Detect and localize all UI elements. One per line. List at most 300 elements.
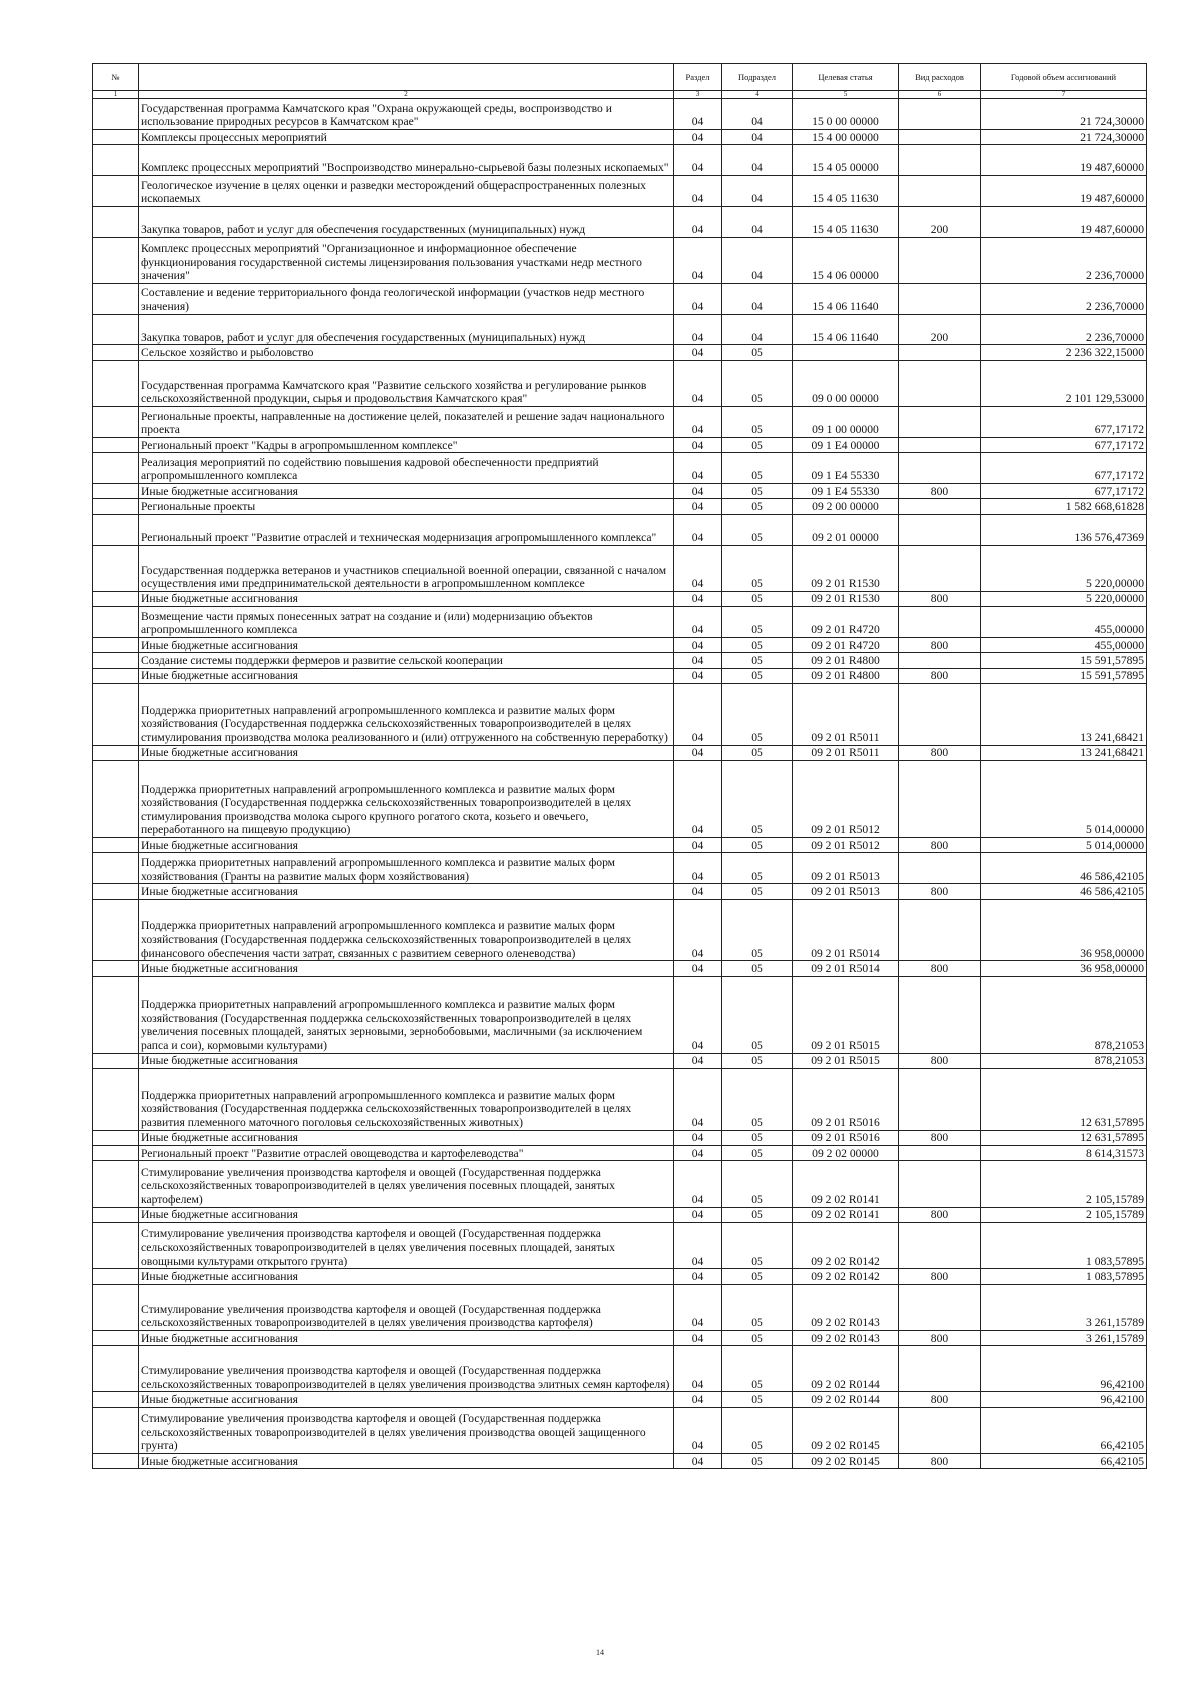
row-razdel: 04: [674, 206, 722, 237]
row-name: Иные бюджетные ассигнования: [139, 1330, 674, 1345]
row-amount: 19 487,60000: [981, 175, 1147, 206]
row-target: 09 2 01 R5015: [793, 1053, 899, 1068]
header-row: [93, 64, 1147, 91]
row-target: 09 2 01 R4800: [793, 653, 899, 668]
row-number-cell: [93, 961, 139, 976]
row-razdel: 04: [674, 961, 722, 976]
table-row: [93, 637, 1147, 652]
row-target: 09 2 02 R0143: [793, 1330, 899, 1345]
row-podrazdel: 05: [722, 899, 793, 961]
row-target: 09 2 01 R5013: [793, 853, 899, 884]
table-row: [93, 745, 1147, 760]
table-row: [93, 175, 1147, 206]
header-target: Целевая статья: [793, 64, 899, 91]
row-vid: [899, 607, 981, 638]
row-podrazdel: 04: [722, 237, 793, 283]
row-razdel: 04: [674, 853, 722, 884]
row-number-cell: [93, 1346, 139, 1392]
row-name: Иные бюджетные ассигнования: [139, 884, 674, 899]
row-name: Государственная программа Камчатского края "Охрана окружающей среды, воспроизводство и использование природных ресурсов в Камчатском крае": [139, 99, 674, 130]
table-row: [93, 314, 1147, 345]
row-target: 15 4 00 00000: [793, 129, 899, 144]
row-amount: 21 724,30000: [981, 129, 1147, 144]
row-vid: [899, 99, 981, 130]
row-vid: [899, 1346, 981, 1392]
row-vid: 800: [899, 668, 981, 683]
row-podrazdel: 05: [722, 1453, 793, 1468]
row-number-cell: [93, 437, 139, 452]
table-row: [93, 483, 1147, 498]
row-name: Поддержка приоритетных направлений агропромышленного комплекса и развитие малых форм хозяйствования (Гранты на развитие малых форм хозяйствования): [139, 853, 674, 884]
row-amount: 5 220,00000: [981, 545, 1147, 591]
row-podrazdel: 05: [722, 545, 793, 591]
row-target: 09 2 02 R0142: [793, 1222, 899, 1268]
row-vid: [899, 145, 981, 176]
row-vid: [899, 761, 981, 838]
table-row: [93, 899, 1147, 961]
row-vid: 800: [899, 1053, 981, 1068]
row-podrazdel: 05: [722, 1068, 793, 1130]
page-number: 14: [596, 1648, 604, 1657]
row-name: Иные бюджетные ассигнования: [139, 668, 674, 683]
row-number-cell: [93, 884, 139, 899]
row-target: 09 2 01 R1530: [793, 591, 899, 606]
row-podrazdel: 05: [722, 483, 793, 498]
row-razdel: 04: [674, 591, 722, 606]
header-amount: Годовой объем ассигнований: [981, 64, 1147, 91]
row-vid: [899, 499, 981, 514]
row-amount: 455,00000: [981, 637, 1147, 652]
row-target: 09 2 01 R5011: [793, 745, 899, 760]
row-razdel: 04: [674, 453, 722, 484]
row-razdel: 04: [674, 483, 722, 498]
row-target: 09 2 01 R4800: [793, 668, 899, 683]
header-number: №: [93, 64, 139, 91]
column-number: 7: [981, 91, 1147, 99]
row-name: Региональный проект "Развитие отраслей овощеводства и картофелеводства": [139, 1145, 674, 1160]
row-target: 09 2 00 00000: [793, 499, 899, 514]
table-row: [93, 237, 1147, 283]
row-podrazdel: 05: [722, 761, 793, 838]
row-podrazdel: 04: [722, 99, 793, 130]
row-name: Иные бюджетные ассигнования: [139, 1269, 674, 1284]
table-row: [93, 1284, 1147, 1330]
row-podrazdel: 05: [722, 514, 793, 545]
row-target: 09 2 02 R0145: [793, 1407, 899, 1453]
row-vid: 800: [899, 483, 981, 498]
row-target: 09 2 02 R0141: [793, 1161, 899, 1207]
row-name: Стимулирование увеличения производства картофеля и овощей (Государственная поддержка сельскохозяйственных товаропроизводителей в целях увеличения посевных площадей, занятых овощными культурами открытого грунта): [139, 1222, 674, 1268]
row-razdel: 04: [674, 838, 722, 853]
row-razdel: 04: [674, 499, 722, 514]
row-razdel: 04: [674, 684, 722, 746]
row-amount: 3 261,15789: [981, 1330, 1147, 1345]
table-row: [93, 1161, 1147, 1207]
row-amount: 12 631,57895: [981, 1068, 1147, 1130]
row-number-cell: [93, 206, 139, 237]
row-podrazdel: 05: [722, 853, 793, 884]
row-target: 09 2 01 R5016: [793, 1130, 899, 1145]
row-number-cell: [93, 899, 139, 961]
row-number-cell: [93, 145, 139, 176]
row-name: Иные бюджетные ассигнования: [139, 483, 674, 498]
row-razdel: 04: [674, 607, 722, 638]
table-row: [93, 1222, 1147, 1268]
row-target: 09 0 00 00000: [793, 360, 899, 406]
row-name: Комплекс процессных мероприятий "Воспроизводство минерально-сырьевой базы полезных ископаемых": [139, 145, 674, 176]
row-name: Региональные проекты, направленные на достижение целей, показателей и решение задач национального проекта: [139, 406, 674, 437]
row-podrazdel: 05: [722, 345, 793, 360]
row-number-cell: [93, 838, 139, 853]
row-number-cell: [93, 345, 139, 360]
row-number-cell: [93, 1407, 139, 1453]
row-target: 09 2 01 R5013: [793, 884, 899, 899]
row-name: Стимулирование увеличения производства картофеля и овощей (Государственная поддержка сельскохозяйственных товаропроизводителей в целях увеличения производства овощей защищенного грунта): [139, 1407, 674, 1453]
row-podrazdel: 04: [722, 283, 793, 314]
row-vid: [899, 237, 981, 283]
row-number-cell: [93, 607, 139, 638]
row-podrazdel: 05: [722, 637, 793, 652]
row-number-cell: [93, 406, 139, 437]
row-target: [793, 345, 899, 360]
row-target: 09 2 02 R0142: [793, 1269, 899, 1284]
header-podrazdel: Подраздел: [722, 64, 793, 91]
row-number-cell: [93, 99, 139, 130]
row-podrazdel: 05: [722, 884, 793, 899]
table-body: [93, 99, 1147, 1469]
row-vid: 800: [899, 838, 981, 853]
row-name: Региональные проекты: [139, 499, 674, 514]
row-target: 15 4 06 11640: [793, 314, 899, 345]
row-vid: 800: [899, 1330, 981, 1345]
row-amount: 1 083,57895: [981, 1269, 1147, 1284]
row-amount: 15 591,57895: [981, 668, 1147, 683]
row-vid: [899, 1222, 981, 1268]
row-razdel: 04: [674, 1053, 722, 1068]
row-number-cell: [93, 1392, 139, 1407]
row-amount: 96,42100: [981, 1346, 1147, 1392]
row-name: Закупка товаров, работ и услуг для обеспечения государственных (муниципальных) нужд: [139, 206, 674, 237]
row-amount: 677,17172: [981, 437, 1147, 452]
row-amount: 8 614,31573: [981, 1145, 1147, 1160]
table-row: [93, 1145, 1147, 1160]
row-number-cell: [93, 1222, 139, 1268]
row-target: 09 2 01 R5012: [793, 838, 899, 853]
row-razdel: 04: [674, 1346, 722, 1392]
table-row: [93, 976, 1147, 1053]
row-podrazdel: 05: [722, 1145, 793, 1160]
row-vid: [899, 1407, 981, 1453]
table-row: [93, 591, 1147, 606]
table-row: [93, 884, 1147, 899]
row-podrazdel: 05: [722, 1330, 793, 1345]
row-razdel: 04: [674, 99, 722, 130]
row-number-cell: [93, 1145, 139, 1160]
row-name: Иные бюджетные ассигнования: [139, 1453, 674, 1468]
row-target: 09 1 E4 55330: [793, 483, 899, 498]
row-amount: 5 014,00000: [981, 761, 1147, 838]
row-podrazdel: 05: [722, 591, 793, 606]
header-name: [139, 64, 674, 91]
row-name: Иные бюджетные ассигнования: [139, 1392, 674, 1407]
row-vid: [899, 129, 981, 144]
row-target: 09 2 01 R5012: [793, 761, 899, 838]
row-number-cell: [93, 637, 139, 652]
row-vid: [899, 453, 981, 484]
table-row: [93, 668, 1147, 683]
row-podrazdel: 05: [722, 1161, 793, 1207]
row-amount: 5 220,00000: [981, 591, 1147, 606]
row-vid: [899, 1068, 981, 1130]
row-target: 09 2 01 R4720: [793, 637, 899, 652]
column-number-row: [93, 91, 1147, 99]
row-name: Поддержка приоритетных направлений агропромышленного комплекса и развитие малых форм хозяйствования (Государственная поддержка сельскохозяйственных товаропроизводителей в целях стимулирования производства молока реализованного и (или) отгруженного на собственную переработку): [139, 684, 674, 746]
row-vid: 800: [899, 637, 981, 652]
row-podrazdel: 05: [722, 360, 793, 406]
row-razdel: 04: [674, 175, 722, 206]
row-name: Реализация мероприятий по содействию повышения кадровой обеспеченности предприятий агропромышленного комплекса: [139, 453, 674, 484]
row-amount: 878,21053: [981, 976, 1147, 1053]
row-vid: [899, 514, 981, 545]
table-row: [93, 206, 1147, 237]
row-vid: [899, 1284, 981, 1330]
table-row: [93, 1453, 1147, 1468]
row-amount: 455,00000: [981, 607, 1147, 638]
row-podrazdel: 05: [722, 1130, 793, 1145]
row-name: Возмещение части прямых понесенных затрат на создание и (или) модернизацию объектов агропромышленного комплекса: [139, 607, 674, 638]
row-number-cell: [93, 175, 139, 206]
row-vid: [899, 360, 981, 406]
row-vid: [899, 1161, 981, 1207]
row-razdel: 04: [674, 761, 722, 838]
row-vid: 800: [899, 1269, 981, 1284]
row-razdel: 04: [674, 653, 722, 668]
row-podrazdel: 05: [722, 684, 793, 746]
row-name: Комплекс процессных мероприятий "Организационное и информационное обеспечение функционирования государственной системы лицензирования пользования участками недр местного значения": [139, 237, 674, 283]
row-amount: 2 236,70000: [981, 314, 1147, 345]
row-name: Иные бюджетные ассигнования: [139, 591, 674, 606]
row-podrazdel: 05: [722, 1407, 793, 1453]
row-razdel: 04: [674, 1161, 722, 1207]
row-amount: 2 236,70000: [981, 237, 1147, 283]
row-number-cell: [93, 129, 139, 144]
row-amount: 5 014,00000: [981, 838, 1147, 853]
column-number: 5: [793, 91, 899, 99]
row-target: 09 2 01 R5014: [793, 899, 899, 961]
row-amount: 46 586,42105: [981, 853, 1147, 884]
row-razdel: 04: [674, 1330, 722, 1345]
table-row: [93, 345, 1147, 360]
row-name: Стимулирование увеличения производства картофеля и овощей (Государственная поддержка сельскохозяйственных товаропроизводителей в целях увеличения производства элитных семян картофеля): [139, 1346, 674, 1392]
header-vid: Вид расходов: [899, 64, 981, 91]
table-row: [93, 514, 1147, 545]
row-podrazdel: 05: [722, 406, 793, 437]
row-amount: 13 241,68421: [981, 684, 1147, 746]
row-number-cell: [93, 853, 139, 884]
table-row: [93, 1392, 1147, 1407]
table-row: [93, 283, 1147, 314]
row-amount: 3 261,15789: [981, 1284, 1147, 1330]
table-row: [93, 853, 1147, 884]
row-podrazdel: 05: [722, 961, 793, 976]
row-name: Государственная программа Камчатского края "Развитие сельского хозяйства и регулирование рынков сельскохозяйственной продукции, сырья и продовольствия Камчатского края": [139, 360, 674, 406]
row-vid: 800: [899, 1392, 981, 1407]
row-razdel: 04: [674, 145, 722, 176]
row-amount: 13 241,68421: [981, 745, 1147, 760]
table-row: [93, 1053, 1147, 1068]
row-number-cell: [93, 591, 139, 606]
row-vid: [899, 976, 981, 1053]
row-razdel: 04: [674, 545, 722, 591]
row-number-cell: [93, 545, 139, 591]
column-number: 2: [139, 91, 674, 99]
row-vid: [899, 406, 981, 437]
table-row: [93, 961, 1147, 976]
row-vid: 800: [899, 745, 981, 760]
table-row: [93, 406, 1147, 437]
row-number-cell: [93, 499, 139, 514]
row-number-cell: [93, 976, 139, 1053]
row-podrazdel: 04: [722, 129, 793, 144]
row-razdel: 04: [674, 1145, 722, 1160]
row-name: Поддержка приоритетных направлений агропромышленного комплекса и развитие малых форм хозяйствования (Государственная поддержка сельскохозяйственных товаропроизводителей в целях развития племенного маточного поголовья сельскохозяйственных животных): [139, 1068, 674, 1130]
row-target: 09 2 01 R1530: [793, 545, 899, 591]
row-target: 15 4 05 00000: [793, 145, 899, 176]
row-number-cell: [93, 668, 139, 683]
row-number-cell: [93, 514, 139, 545]
row-number-cell: [93, 1053, 139, 1068]
column-number: 6: [899, 91, 981, 99]
table-row: [93, 1330, 1147, 1345]
row-number-cell: [93, 360, 139, 406]
row-target: 15 0 00 00000: [793, 99, 899, 130]
row-podrazdel: 05: [722, 1346, 793, 1392]
row-vid: [899, 545, 981, 591]
row-number-cell: [93, 483, 139, 498]
table-row: [93, 838, 1147, 853]
column-number: 4: [722, 91, 793, 99]
row-razdel: 04: [674, 1222, 722, 1268]
row-razdel: 04: [674, 437, 722, 452]
row-vid: [899, 853, 981, 884]
row-target: 09 1 E4 00000: [793, 437, 899, 452]
row-vid: 800: [899, 1207, 981, 1222]
table-row: [93, 360, 1147, 406]
row-razdel: 04: [674, 360, 722, 406]
row-vid: [899, 283, 981, 314]
row-amount: 2 236 322,15000: [981, 345, 1147, 360]
row-amount: 2 101 129,53000: [981, 360, 1147, 406]
row-number-cell: [93, 653, 139, 668]
row-target: 09 1 00 00000: [793, 406, 899, 437]
row-podrazdel: 05: [722, 668, 793, 683]
row-amount: 12 631,57895: [981, 1130, 1147, 1145]
row-podrazdel: 05: [722, 1207, 793, 1222]
table-row: [93, 145, 1147, 176]
row-name: Региональный проект "Кадры в агропромышленном комплексе": [139, 437, 674, 452]
row-name: Иные бюджетные ассигнования: [139, 1130, 674, 1145]
row-vid: 800: [899, 1453, 981, 1468]
row-razdel: 04: [674, 899, 722, 961]
row-name: Комплексы процессных мероприятий: [139, 129, 674, 144]
row-podrazdel: 05: [722, 838, 793, 853]
row-razdel: 04: [674, 345, 722, 360]
row-amount: 2 105,15789: [981, 1207, 1147, 1222]
column-number: 1: [93, 91, 139, 99]
row-target: 09 1 E4 55330: [793, 453, 899, 484]
row-razdel: 04: [674, 283, 722, 314]
row-razdel: 04: [674, 976, 722, 1053]
row-number-cell: [93, 761, 139, 838]
row-razdel: 04: [674, 1269, 722, 1284]
row-amount: 677,17172: [981, 406, 1147, 437]
row-podrazdel: 05: [722, 1392, 793, 1407]
row-razdel: 04: [674, 637, 722, 652]
table-row: [93, 761, 1147, 838]
table-row: [93, 684, 1147, 746]
row-razdel: 04: [674, 745, 722, 760]
row-number-cell: [93, 237, 139, 283]
row-vid: [899, 899, 981, 961]
row-name: Иные бюджетные ассигнования: [139, 745, 674, 760]
row-razdel: 04: [674, 237, 722, 283]
row-name: Составление и ведение территориального фонда геологической информации (участков недр местного значения): [139, 283, 674, 314]
row-name: Стимулирование увеличения производства картофеля и овощей (Государственная поддержка сельскохозяйственных товаропроизводителей в целях увеличения посевных площадей, занятых картофелем): [139, 1161, 674, 1207]
row-target: 09 2 01 00000: [793, 514, 899, 545]
row-number-cell: [93, 1269, 139, 1284]
row-amount: 15 591,57895: [981, 653, 1147, 668]
row-target: 09 2 01 R4720: [793, 607, 899, 638]
row-amount: 19 487,60000: [981, 206, 1147, 237]
table-row: [93, 1207, 1147, 1222]
table-row: [93, 653, 1147, 668]
row-amount: 2 236,70000: [981, 283, 1147, 314]
row-name: Государственная поддержка ветеранов и участников специальной военной операции, связанной с началом осуществления ими предпринимательской деятельности в агропромышленном комплексе: [139, 545, 674, 591]
row-vid: [899, 345, 981, 360]
row-podrazdel: 05: [722, 1222, 793, 1268]
row-number-cell: [93, 1161, 139, 1207]
row-razdel: 04: [674, 1453, 722, 1468]
row-amount: 66,42105: [981, 1453, 1147, 1468]
row-amount: 46 586,42105: [981, 884, 1147, 899]
row-amount: 36 958,00000: [981, 961, 1147, 976]
row-name: Поддержка приоритетных направлений агропромышленного комплекса и развитие малых форм хозяйствования (Государственная поддержка сельскохозяйственных товаропроизводителей в целях стимулирования производства молока сырого крупного рогатого скота, козьего и овечьего, переработанного на пищевую продукцию): [139, 761, 674, 838]
row-podrazdel: 04: [722, 145, 793, 176]
row-podrazdel: 05: [722, 607, 793, 638]
table-row: [93, 545, 1147, 591]
row-amount: 1 582 668,61828: [981, 499, 1147, 514]
row-razdel: 04: [674, 884, 722, 899]
row-number-cell: [93, 1068, 139, 1130]
row-name: Иные бюджетные ассигнования: [139, 637, 674, 652]
row-target: 15 4 05 11630: [793, 175, 899, 206]
row-number-cell: [93, 453, 139, 484]
row-podrazdel: 05: [722, 499, 793, 514]
table-row: [93, 1130, 1147, 1145]
table-row: [93, 1346, 1147, 1392]
row-target: 09 2 01 R5014: [793, 961, 899, 976]
table-row: [93, 453, 1147, 484]
row-name: Поддержка приоритетных направлений агропромышленного комплекса и развитие малых форм хозяйствования (Государственная поддержка сельскохозяйственных товаропроизводителей в целях финансового обеспечения части затрат, связанных с развитием северного оленеводства): [139, 899, 674, 961]
budget-table: [92, 63, 1147, 1469]
row-name: Геологическое изучение в целях оценки и разведки месторождений общераспространенных полезных ископаемых: [139, 175, 674, 206]
row-name: Поддержка приоритетных направлений агропромышленного комплекса и развитие малых форм хозяйствования (Государственная поддержка сельскохозяйственных товаропроизводителей в целях увеличения посевных площадей, занятых зерновыми, зернобобовыми, масличными (за исключением рапса и сои), кормовыми культурами): [139, 976, 674, 1053]
row-razdel: 04: [674, 668, 722, 683]
row-vid: [899, 437, 981, 452]
row-vid: [899, 175, 981, 206]
row-amount: 1 083,57895: [981, 1222, 1147, 1268]
row-amount: 66,42105: [981, 1407, 1147, 1453]
